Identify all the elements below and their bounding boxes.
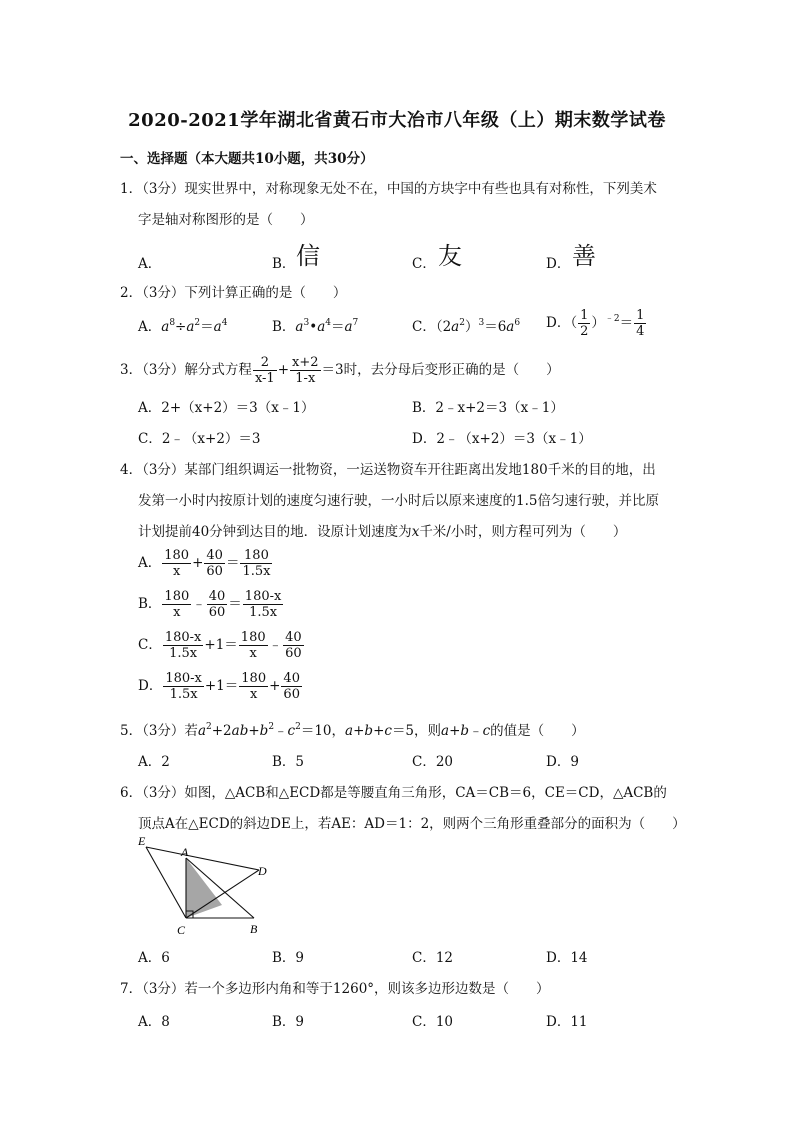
q6-option-a: A．6: [138, 950, 170, 966]
q7-option-d: D．11: [546, 1014, 588, 1030]
q4-option-b: B． $\frac{180}{x}$ ﹣ $\frac{40}{60}$ ＝ $\frac{180-x}{1.5x}$: [138, 589, 282, 620]
q7-stem: 7．（3分）若一个多边形内角和等于1260°，则该多边形边数是（ ）: [120, 981, 550, 997]
q4-option-d: D． $\frac{180-x}{1.5x}$ +1＝ $\frac{180}{x}$ + $\frac{40}{60}$: [138, 671, 300, 702]
q2-option-c: C．$(2a^2)^3=6a^6$: [412, 318, 521, 335]
q6-line2: 顶点A在△ECD的斜边DE上，若AE：AD＝1：2，则两个三角形重叠部分的面积为（ ）: [138, 816, 686, 832]
q3-option-b: B．2﹣x+2＝3（x﹣1）: [412, 400, 564, 416]
q4-option-a: A． $\frac{180}{x}$ + $\frac{40}{60}$ ＝ $\frac{180}{1.5x}$: [138, 548, 271, 579]
section-heading: 一、选择题（本大题共10小题，共30分）: [120, 151, 374, 167]
q1-option-c: C．: [412, 256, 436, 272]
label-C: C: [177, 923, 186, 937]
q6-option-b: B．9: [272, 950, 305, 966]
overlap-region: [186, 858, 222, 918]
q1-option-b: B．: [272, 256, 296, 272]
q1-glyph-shan: 善: [572, 242, 596, 270]
q7-option-a: A．8: [138, 1014, 170, 1030]
q6-line1: 6．（3分）如图，△ACB和△ECD都是等腰直角三角形，CA＝CB＝6，CE＝CD，△ACB的: [120, 785, 667, 801]
q5-option-c: C．20: [412, 754, 454, 770]
q1-option-a: A．: [138, 256, 162, 272]
q1-line2: 字是轴对称图形的是（ ）: [138, 212, 314, 228]
q6-option-c: C．12: [412, 950, 454, 966]
segment-ED: [146, 847, 259, 870]
q2-option-b: B．$a^3•a^4=a^7$: [272, 318, 359, 335]
q4-line2: 发第一小时内按原计划的速度匀速行驶，一小时后以原来速度的1.5倍匀速行驶，并比原: [138, 493, 659, 509]
label-B: B: [250, 922, 258, 936]
q6-option-d: D．14: [546, 950, 588, 966]
q5-stem: 5．（3分）若$a^2+2ab+b^2﹣c^2=10$，a+b+c＝5，则a+b﹣c的值是（ ）: [120, 722, 585, 739]
q3-stem: 3．（3分）解分式方程 $\frac{2}{x-1}$ + $\frac{x+2}{1-x}$ ＝3时，去分母后变形正确的是（ ）: [120, 355, 560, 386]
q5-option-b: B．5: [272, 754, 305, 770]
q6-figure: [130, 832, 290, 940]
q1-option-d: D．: [546, 256, 571, 272]
q2-option-a: A．$a^8\div a^2=a^4$: [138, 318, 228, 335]
q1-glyph-you: 友: [438, 242, 462, 270]
segment-EC: [146, 847, 186, 918]
q4-option-c: C． $\frac{180-x}{1.5x}$ +1＝ $\frac{180}{x}$ ﹣ $\frac{40}{60}$: [138, 630, 302, 661]
q7-option-b: B．9: [272, 1014, 305, 1030]
q3-option-c: C．2﹣（x+2）＝3: [138, 431, 261, 447]
page-title: 2020-2021学年湖北省黄石市大冶市八年级（上）期末数学试卷: [128, 110, 666, 131]
q2-stem: 2．（3分）下列计算正确的是（ ）: [120, 285, 347, 301]
q4-line3: 计划提前40分钟到达目的地．设原计划速度为x千米/小时，则方程可列为（ ）: [138, 524, 627, 540]
q1-line1: 1．（3分）现实世界中，对称现象无处不在，中国的方块字中有些也具有对称性，下列美术: [120, 181, 657, 197]
label-E: E: [138, 834, 146, 848]
q5-option-a: A．2: [138, 754, 170, 770]
q1-glyph-xin: 信: [296, 242, 320, 270]
label-D: D: [258, 864, 267, 878]
q2-option-d: D．（ $\frac{1}{2}$ ）$^{﹣2}$＝ $\frac{1}{4}$: [546, 308, 645, 339]
q5-option-d: D．9: [546, 754, 579, 770]
q3-option-a: A．2+（x+2）＝3（x﹣1）: [138, 400, 315, 416]
label-A: A: [181, 845, 189, 859]
q3-option-d: D．2﹣（x+2）＝3（x﹣1）: [412, 431, 592, 447]
q4-line1: 4．（3分）某部门组织调运一批物资，一运送物资车开往距离出发地180千米的目的地，出: [120, 462, 656, 478]
q7-option-c: C．10: [412, 1014, 454, 1030]
